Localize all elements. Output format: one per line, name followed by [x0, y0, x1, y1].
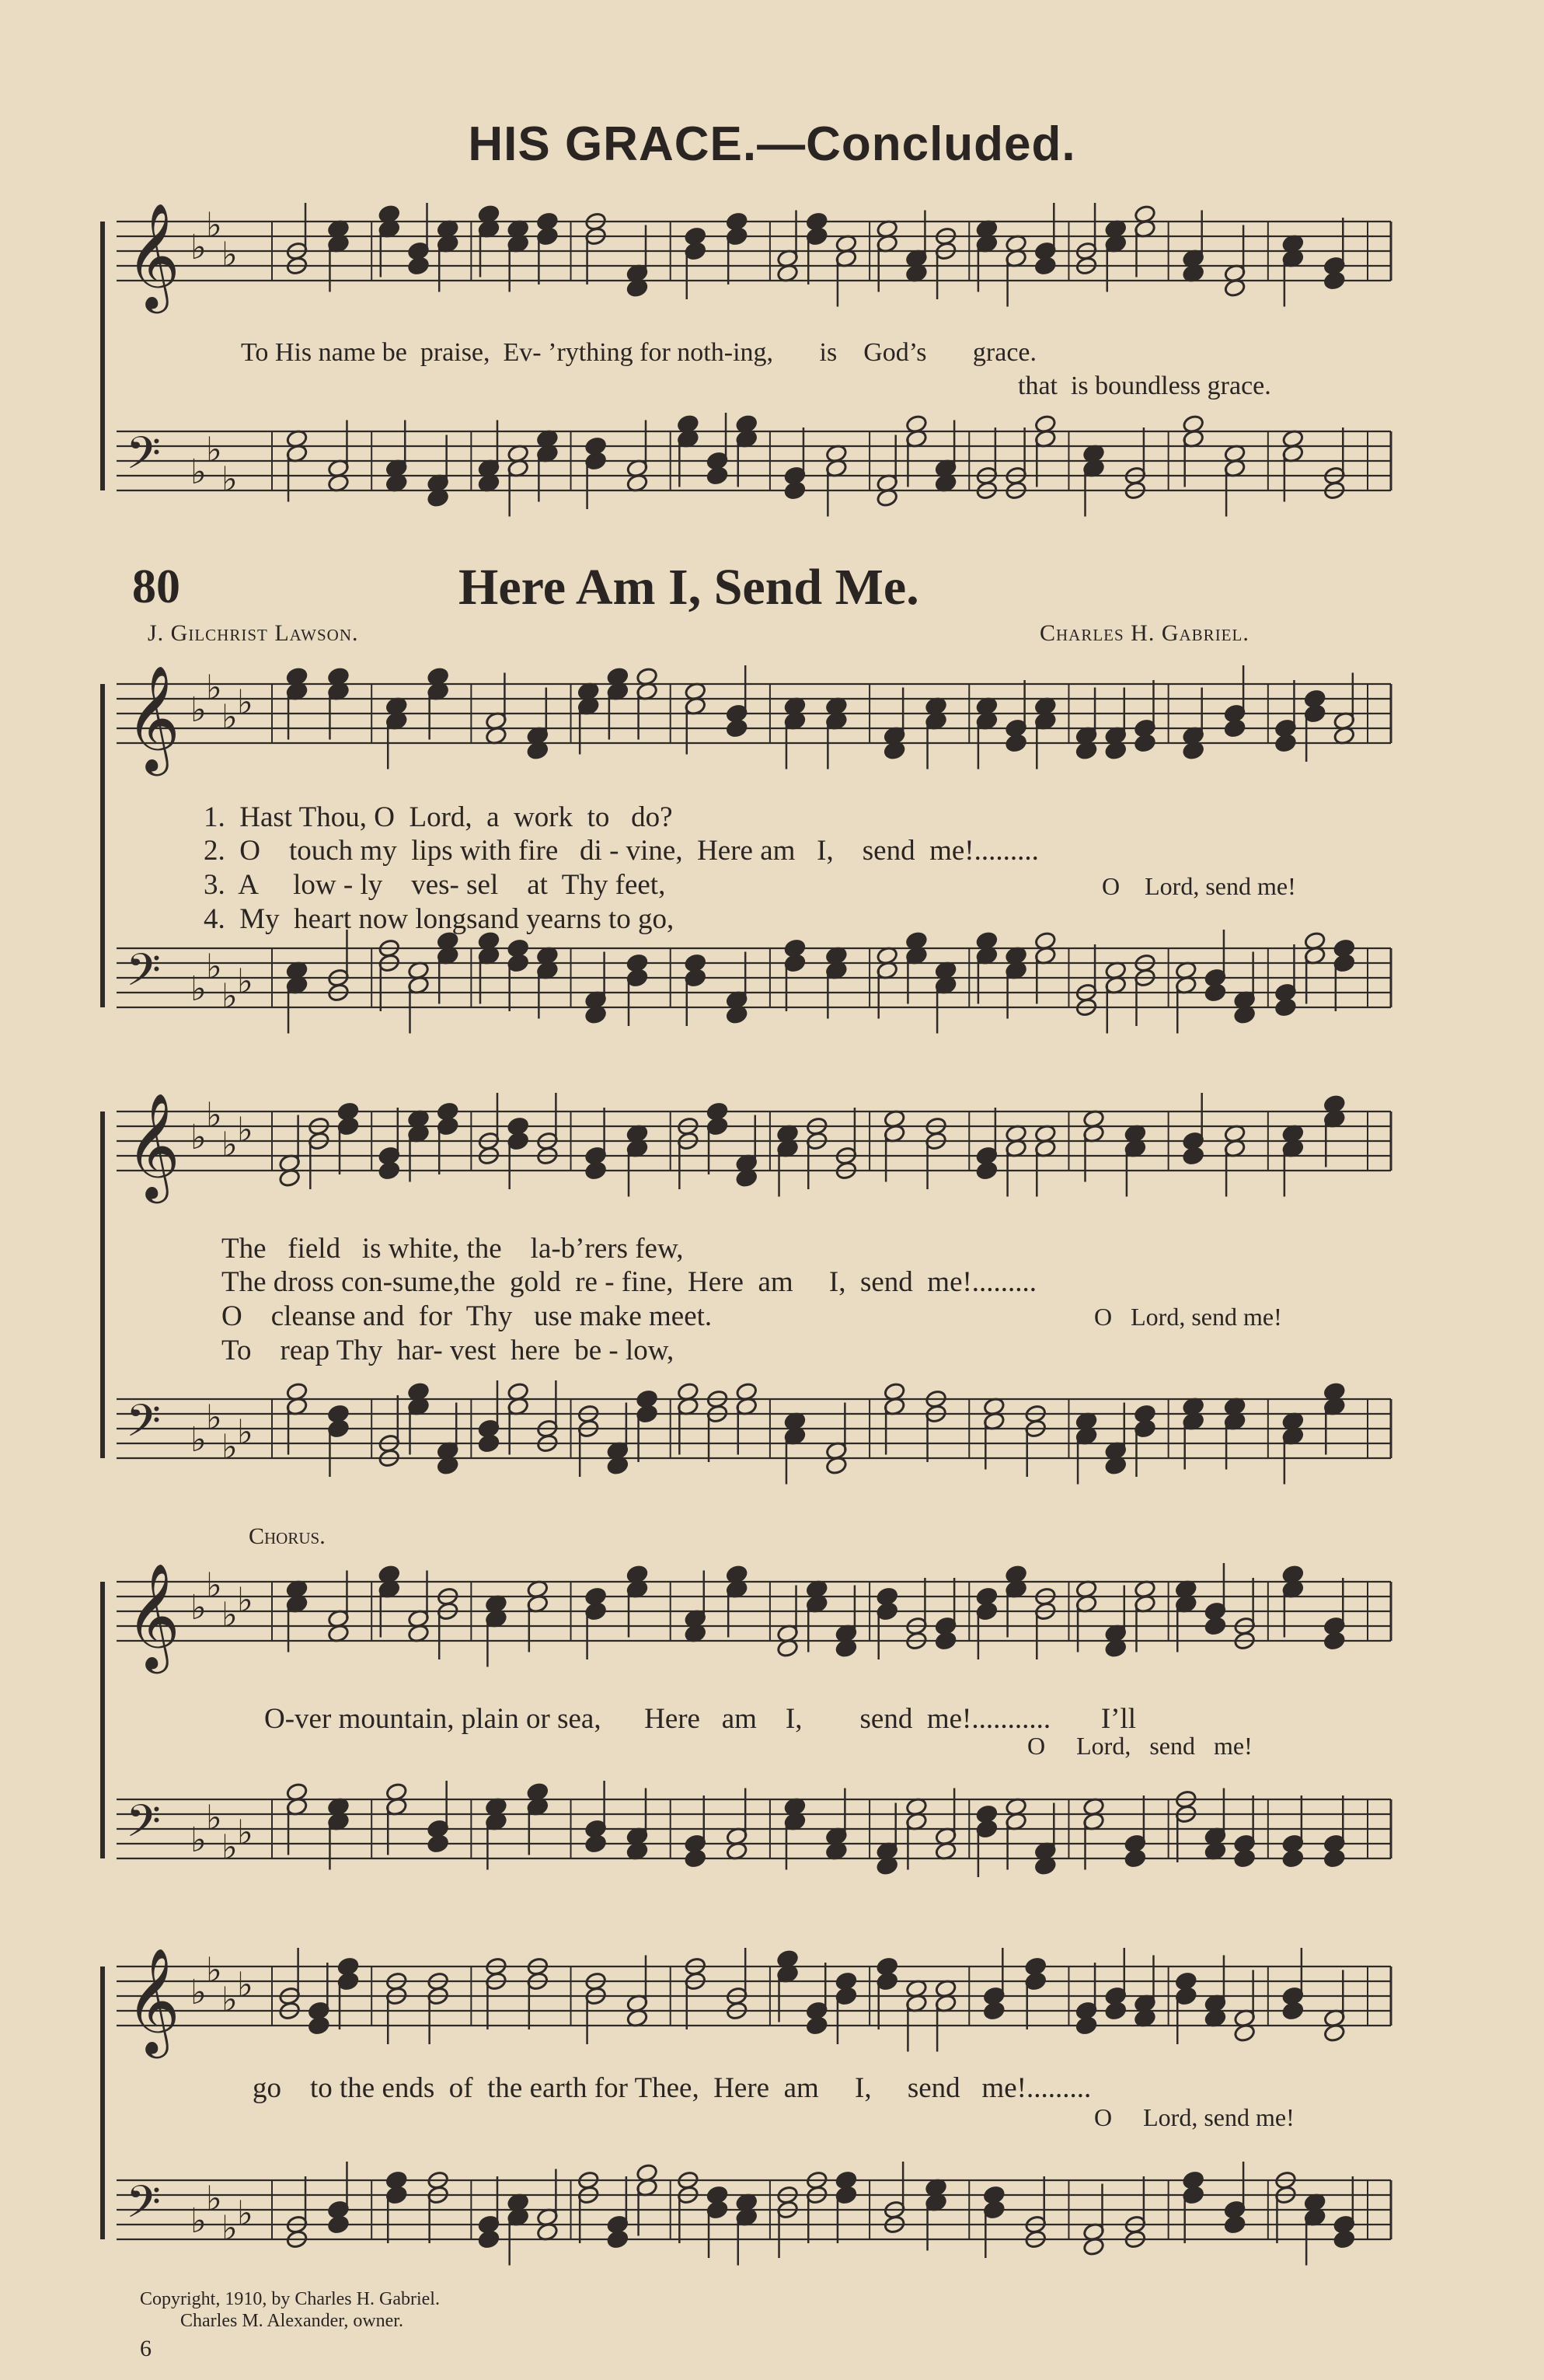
- staff-lines: [103, 222, 1391, 2239]
- copyright-line: Charles M. Alexander, owner.: [180, 2311, 403, 2331]
- verse-line: 3. A low - ly ves- sel at Thy feet,: [204, 869, 666, 901]
- verse-line: 1. Hast Thou, O Lord, a work to do?: [204, 801, 673, 833]
- svg-text:♭: ♭: [206, 1095, 222, 1136]
- svg-text:♭: ♭: [206, 668, 222, 708]
- svg-text:♭: ♭: [190, 1420, 207, 1460]
- previous-hymn-lyric-1: To His name be praise, Ev- ’rything for noth-ing, is God’s grace.: [241, 338, 1037, 367]
- svg-text:♭: ♭: [237, 682, 253, 723]
- hymn-title: Here Am I, Send Me.: [458, 559, 919, 616]
- svg-text:♭: ♭: [237, 1813, 253, 1853]
- svg-text:𝄞: 𝄞: [126, 1946, 180, 2054]
- svg-text:♭: ♭: [221, 1827, 238, 1868]
- chorus-label: Chorus.: [249, 1523, 326, 1549]
- lyricist-credit: J. Gilchrist Lawson.: [148, 620, 359, 646]
- clefs: [126, 201, 253, 2249]
- composer-credit: Charles H. Gabriel.: [1040, 620, 1249, 646]
- svg-text:𝄢: 𝄢: [126, 427, 162, 490]
- svg-text:♭: ♭: [190, 1118, 207, 1157]
- verse-line: The dross con-sume,the gold re - fine, Here am I, send me!.........: [221, 1266, 1037, 1298]
- verse-line: To reap Thy har- vest here be - low,: [221, 1335, 674, 1366]
- svg-text:♭: ♭: [221, 697, 238, 738]
- svg-text:♭: ♭: [190, 228, 207, 267]
- svg-text:♭: ♭: [221, 976, 238, 1017]
- verse-line: 2. O touch my lips with fire di - vine, Here am I, send me!.........: [204, 835, 1039, 867]
- chorus-line: go to the ends of the earth for Thee, Here am I, send me!.........: [253, 2072, 1092, 2104]
- copyright-notice: [140, 2288, 440, 2332]
- svg-text:𝄢: 𝄢: [126, 944, 162, 1007]
- svg-text:♭: ♭: [237, 2193, 253, 2234]
- svg-text:♭: ♭: [237, 961, 253, 1002]
- svg-text:♭: ♭: [206, 947, 222, 987]
- svg-text:♭: ♭: [237, 1110, 253, 1150]
- svg-text:♭: ♭: [237, 1580, 253, 1621]
- svg-text:♭: ♭: [190, 690, 207, 730]
- svg-text:♭: ♭: [221, 1595, 238, 1635]
- verse-line: O cleanse and for Thy use make meet.: [221, 1300, 713, 1332]
- chorus-response: O Lord, send me!: [1027, 1732, 1253, 1760]
- verse-line: The field is white, the la-b’rers few,: [221, 1233, 684, 1265]
- svg-text:♭: ♭: [206, 430, 222, 470]
- svg-text:♭: ♭: [237, 1412, 253, 1453]
- svg-text:♭: ♭: [221, 459, 238, 500]
- copyright-line: Copyright, 1910, by Charles H. Gabriel.: [140, 2289, 440, 2309]
- svg-text:♭: ♭: [221, 1427, 238, 1467]
- chorus-response: O Lord, send me!: [1094, 2103, 1295, 2131]
- svg-text:♭: ♭: [190, 1588, 207, 1628]
- svg-text:𝄞: 𝄞: [126, 201, 180, 309]
- verse-response: O Lord, send me!: [1102, 872, 1296, 900]
- svg-text:♭: ♭: [190, 969, 207, 1009]
- svg-text:♭: ♭: [190, 1820, 207, 1860]
- chorus-line: O-ver mountain, plain or sea, Here am I, send me!........... I’ll: [264, 1703, 1137, 1735]
- svg-text:♭: ♭: [206, 2179, 222, 2219]
- svg-text:♭: ♭: [221, 1125, 238, 1165]
- svg-text:♭: ♭: [221, 1980, 238, 2020]
- svg-text:𝄢: 𝄢: [126, 2176, 162, 2239]
- svg-text:𝄞: 𝄞: [126, 664, 180, 771]
- svg-text:♭: ♭: [190, 2201, 207, 2241]
- svg-text:♭: ♭: [206, 1565, 222, 1606]
- svg-text:𝄞: 𝄞: [126, 1562, 180, 1669]
- svg-text:♭: ♭: [206, 1398, 222, 1438]
- svg-text:𝄞: 𝄞: [126, 1091, 180, 1199]
- verse-response: O Lord, send me!: [1094, 1303, 1282, 1331]
- verse-line: 4. My heart now longsand yearns to go,: [204, 903, 674, 935]
- hymn-number: 80: [132, 560, 180, 613]
- svg-text:♭: ♭: [206, 1798, 222, 1838]
- svg-text:♭: ♭: [221, 2208, 238, 2249]
- svg-text:♭: ♭: [206, 205, 222, 246]
- svg-text:♭: ♭: [237, 1965, 253, 2005]
- previous-hymn-title: HIS GRACE.—Concluded.: [468, 117, 1076, 171]
- svg-text:♭: ♭: [190, 1973, 207, 2012]
- previous-hymn-lyric-2: that is boundless grace.: [1018, 372, 1271, 400]
- svg-text:♭: ♭: [206, 1950, 222, 1991]
- svg-text:𝄢: 𝄢: [126, 1394, 162, 1458]
- svg-text:♭: ♭: [221, 235, 238, 275]
- svg-text:♭: ♭: [190, 452, 207, 492]
- page-number: 6: [140, 2336, 152, 2361]
- svg-text:𝄢: 𝄢: [126, 1795, 162, 1858]
